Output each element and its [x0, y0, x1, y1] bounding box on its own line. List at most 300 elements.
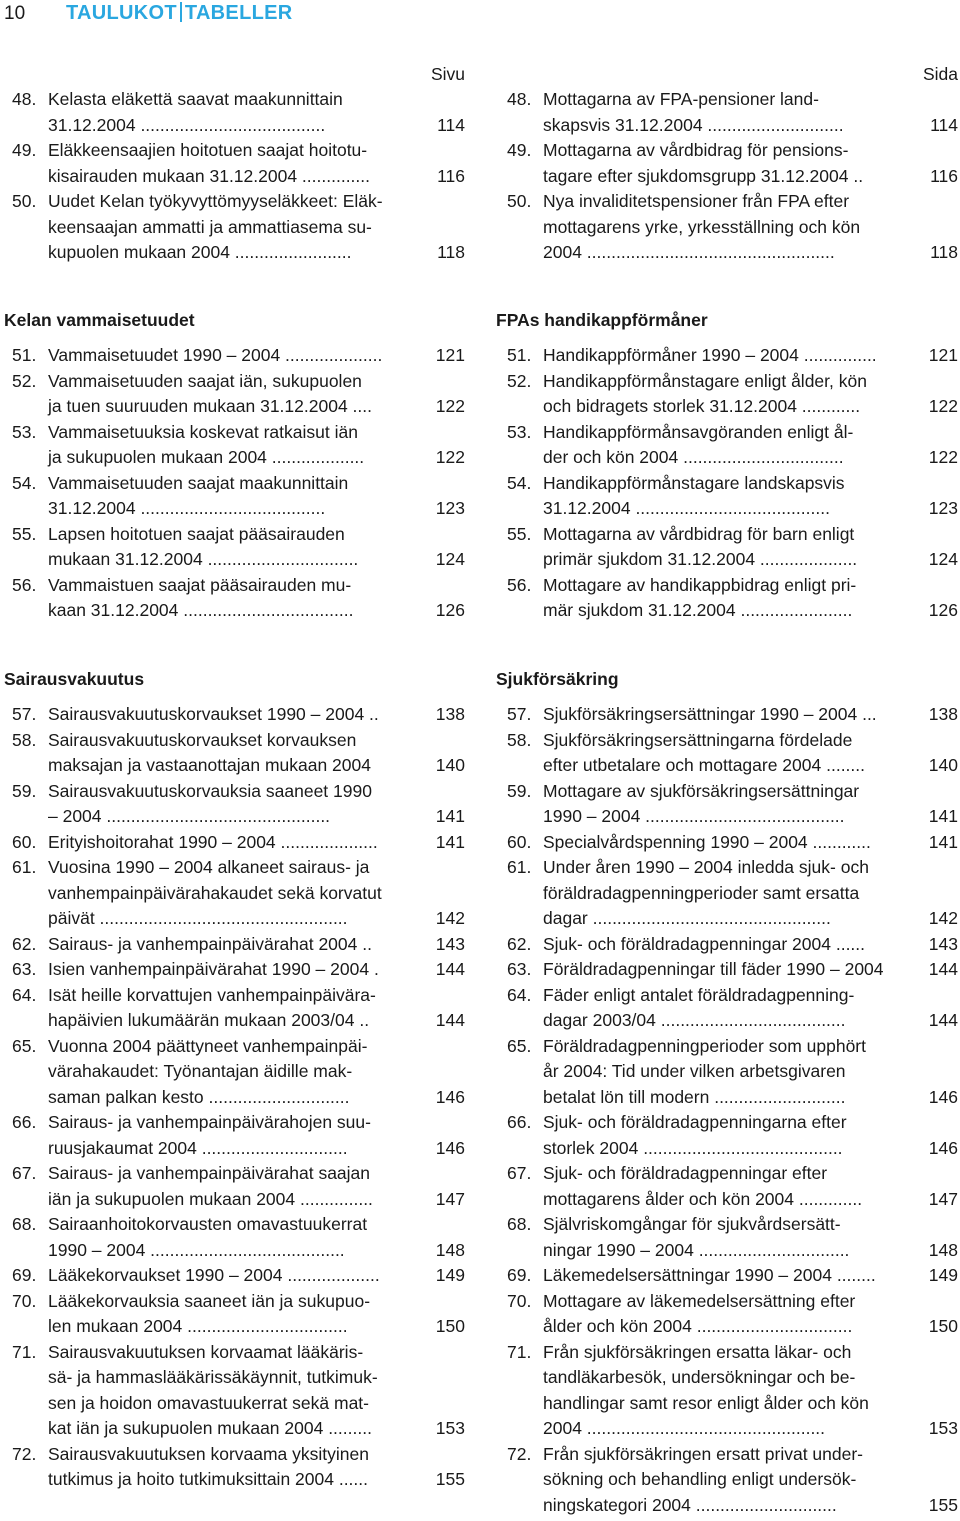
entry-title-line: Lääkekorvauksia saaneet iän ja sukupuo- — [48, 1290, 371, 1311]
entry-title-line: Mottagare av sjukförsäkringsersättningar — [543, 780, 860, 801]
entry-title-line: Eläkkeensaajien hoitotuen saajat hoitotu- — [48, 140, 368, 160]
entry-title — [543, 87, 926, 138]
entry-title-line: Handikappförmånsavgöranden enligt ål- — [543, 421, 854, 442]
entry-page-number: 121 — [435, 345, 465, 365]
entry-title-line: ålder och kön 2004 ................................ — [543, 1316, 853, 1336]
entry-number: 61. — [507, 857, 532, 877]
entry-title-line: handlingar samt resor enligt ålder och kön — [543, 1392, 869, 1413]
toc-entry — [507, 573, 958, 624]
entry-number: 54. — [12, 472, 37, 493]
entry-number: 51. — [12, 345, 37, 365]
entry-number: 65. — [12, 1035, 37, 1056]
entry-title-line: Sairausvakuutuskorvauksia saaneet 1990 — [48, 780, 372, 801]
entry-page-number: 147 — [928, 1188, 958, 1209]
entry-number: 67. — [507, 1163, 532, 1183]
entry-number: 55. — [507, 523, 532, 544]
toc-section — [4, 667, 465, 1493]
entry-number: 70. — [12, 1290, 37, 1311]
toc-section — [496, 308, 958, 624]
section-title: Sairausvakuutus — [4, 669, 145, 689]
entry-title-line: Under åren 1990 – 2004 inledda sjuk- och — [543, 857, 869, 877]
entry-title-line: dagar ................................................. — [543, 908, 831, 928]
entry-title-line: betalat lön till modern ........................... — [543, 1086, 846, 1107]
entry-page-number: 155 — [435, 1469, 465, 1489]
entry-title-line: 1990 – 2004 ........................................ — [48, 1239, 345, 1260]
entry-number: 57. — [507, 704, 532, 724]
entry-number: 61. — [12, 857, 37, 877]
entry-number: 51. — [507, 345, 532, 365]
toc-entry — [12, 830, 465, 856]
entry-page-number: 138 — [928, 704, 958, 724]
toc-entry — [507, 1340, 958, 1442]
section-title: FPAs handikappförmåner — [496, 310, 708, 330]
entry-title-line: Sairaanhoitokorvausten omavastuukerrat — [48, 1214, 368, 1234]
entry-title-line: Specialvårdspenning 1990 – 2004 ............ — [543, 831, 871, 852]
toc-entry — [12, 855, 465, 932]
entry-title — [543, 138, 926, 189]
entry-title — [543, 702, 926, 728]
toc-entry — [12, 471, 465, 522]
entry-title — [48, 471, 433, 522]
toc-entry — [507, 1034, 958, 1111]
entry-number: 60. — [12, 831, 37, 852]
entry-page-number: 142 — [928, 908, 958, 928]
entry-page-number: 146 — [928, 1086, 958, 1107]
toc-entry — [12, 1340, 465, 1442]
entry-number: 62. — [12, 933, 37, 954]
toc-entry — [12, 1263, 465, 1289]
entry-title-line: Sjuk- och föräldradagpenningar efter — [543, 1163, 828, 1183]
entry-title-line: Läkemedelsersättningar 1990 – 2004 ........ — [543, 1265, 876, 1285]
entry-number: 69. — [12, 1265, 37, 1285]
entry-number: 56. — [507, 574, 532, 595]
entry-page-number: 122 — [435, 396, 465, 416]
entry-title-line: tutkimus ja hoito tutkimuksittain 2004 ...... — [48, 1469, 369, 1489]
toc-entry — [12, 522, 465, 573]
entry-title-line: storlek 2004 ......................................... — [543, 1137, 843, 1158]
entry-title-line: Sairausvakuutuksen korvaama yksityinen — [48, 1443, 369, 1464]
toc-entry — [507, 1110, 958, 1161]
toc-entry — [12, 343, 465, 369]
entry-page-number: 150 — [435, 1316, 465, 1336]
entry-title-line: och bidragets storlek 31.12.2004 ............ — [543, 396, 861, 416]
entry-title — [48, 1110, 433, 1161]
entry-title — [543, 189, 926, 266]
entry-title — [48, 343, 433, 369]
entry-number: 65. — [507, 1035, 532, 1056]
entry-title-line: Mottagare av handikappbidrag enligt pri- — [543, 574, 857, 595]
entry-title-line: hapäivien lukumäärän mukaan 2003/04 .. — [48, 1010, 370, 1030]
entry-title-line: Föräldradagpenningar till fäder 1990 – 2004 — [543, 959, 884, 979]
entry-title-line: maksajan ja vastaanottajan mukaan 2004 — [48, 755, 371, 775]
entry-title — [48, 87, 433, 138]
toc-entry — [507, 1263, 958, 1289]
entry-page-number: 114 — [437, 114, 465, 135]
entry-title-line: ningskategori 2004 ............................. — [543, 1494, 837, 1515]
entry-title — [48, 855, 433, 932]
entry-number: 53. — [507, 421, 532, 442]
entry-number: 52. — [12, 370, 37, 391]
entry-title-line: kisairauden mukaan 31.12.2004 .............. — [48, 165, 370, 186]
entry-page-number: 155 — [928, 1494, 958, 1515]
entry-title — [48, 1161, 433, 1212]
entry-page-number: 124 — [435, 549, 465, 569]
toc-entry — [12, 369, 465, 420]
entry-number: 56. — [12, 574, 37, 595]
entry-title-line: dagar 2003/04 ...................................... — [543, 1010, 846, 1030]
entry-title — [48, 702, 433, 728]
page-column-label: Sivu — [430, 64, 465, 84]
entry-title — [48, 369, 433, 420]
entry-page-number: 141 — [435, 831, 465, 852]
entry-title — [543, 369, 926, 420]
entry-title-line: mottagarens ålder och kön 2004 ............. — [543, 1188, 863, 1209]
entry-title-line: ja sukupuolen mukaan 2004 ................... — [48, 447, 365, 467]
entry-number: 57. — [12, 704, 37, 724]
entry-title — [543, 957, 926, 983]
entry-title-line: Vuonna 2004 päättyneet vanhempainpäi- — [48, 1035, 368, 1056]
entry-title-line: föräldradagpenningperioder samt ersatta — [543, 882, 860, 903]
entry-title-line: år 2004: Tid under vilken arbetsgivaren — [543, 1061, 846, 1081]
entry-page-number: 118 — [437, 242, 465, 262]
entry-number: 66. — [507, 1112, 532, 1132]
entry-title-line: tandläkarbesök, undersökningar och be- — [543, 1367, 856, 1387]
entry-page-number: 146 — [435, 1137, 465, 1158]
entry-title-line: kat iän ja sukupuolen mukaan 2004 ......... — [48, 1418, 372, 1438]
entry-title-line: Handikappförmånstagare landskapsvis — [543, 472, 845, 493]
entry-page-number: 114 — [930, 114, 958, 135]
entry-page-number: 149 — [928, 1265, 958, 1285]
entry-page-number: 126 — [435, 600, 465, 620]
entry-title — [543, 855, 926, 932]
entry-number: 48. — [12, 89, 37, 109]
entry-title-line: Sairaus- ja vanhempainpäivärahojen suu- — [48, 1112, 371, 1132]
entry-title-line: Erityishoitorahat 1990 – 2004 .................... — [48, 831, 378, 852]
entry-title-line: Sairaus- ja vanhempainpäivärahat 2004 .. — [48, 933, 372, 954]
entry-title — [543, 728, 926, 779]
toc-entry — [12, 932, 465, 958]
entry-title-line: Sairausvakuutuskorvaukset 1990 – 2004 .. — [48, 704, 379, 724]
entry-title-line: Mottagarna av vårdbidrag för pensions- — [543, 140, 849, 160]
entry-page-number: 124 — [928, 549, 958, 569]
entry-title-line: len mukaan 2004 ................................. — [48, 1316, 348, 1336]
entry-number: 58. — [12, 729, 37, 750]
running-header — [0, 0, 960, 30]
entry-number: 67. — [12, 1163, 37, 1183]
entry-title — [543, 420, 926, 471]
entry-title-line: kaan 31.12.2004 ................................... — [48, 600, 354, 620]
entry-title-line: Vammaistuen saajat pääsairauden mu- — [48, 574, 352, 595]
entry-title-line: keensaajan ammatti ja ammattiasema su- — [48, 216, 372, 237]
entry-title-line: 31.12.2004 ...................................... — [48, 498, 326, 518]
entry-number: 59. — [507, 780, 532, 801]
entry-title — [48, 522, 433, 573]
entry-number: 71. — [507, 1341, 532, 1362]
entry-page-number: 122 — [928, 447, 958, 467]
toc-entry — [507, 420, 958, 471]
entry-title — [48, 420, 433, 471]
entry-title — [543, 1442, 926, 1519]
entry-title-line: Nya invaliditetspensioner från FPA efter — [543, 191, 850, 211]
entry-page-number: 116 — [930, 165, 958, 186]
entry-number: 59. — [12, 780, 37, 801]
entry-page-number: 153 — [928, 1418, 958, 1438]
toc-entry — [12, 420, 465, 471]
page-column-label: Sida — [922, 64, 958, 84]
entry-title — [543, 983, 926, 1034]
entry-page-number: 144 — [928, 959, 958, 979]
running-title — [66, 2, 292, 25]
entry-title-line: kupuolen mukaan 2004 ........................ — [48, 242, 352, 262]
entry-title-line: päivät ................................................... — [48, 908, 348, 928]
entry-title-line: ja tuen suuruuden mukaan 31.12.2004 .... — [48, 396, 372, 416]
entry-number: 72. — [507, 1443, 532, 1464]
entry-title-line: 1990 – 2004 ......................................... — [543, 806, 845, 826]
entry-title-line: Mottagare av läkemedelsersättning efter — [543, 1290, 856, 1311]
entry-number: 64. — [12, 984, 37, 1005]
entry-title — [48, 932, 433, 958]
entry-title-line: 2004 ................................................... — [543, 242, 835, 262]
page-number: 10 — [4, 3, 26, 24]
toc-section — [496, 667, 958, 1518]
entry-title-line: Uudet Kelan työkyvyttömyyseläkkeet: Eläk- — [48, 191, 383, 211]
entry-page-number: 122 — [435, 447, 465, 467]
entry-title — [543, 1289, 926, 1340]
entry-title-line: Vammaisetuuden saajat iän, sukupuolen — [48, 370, 362, 391]
toc-entry — [12, 1161, 465, 1212]
entry-number: 53. — [12, 421, 37, 442]
toc-section — [4, 308, 465, 624]
entry-page-number: 141 — [928, 831, 958, 852]
entry-number: 64. — [507, 984, 532, 1005]
title-divider — [180, 2, 182, 22]
entry-title-line: Sjuk- och föräldradagpenningarna efter — [543, 1112, 847, 1132]
entry-title — [48, 830, 433, 856]
entry-title-line: sökning och behandling enligt undersök- — [543, 1469, 857, 1489]
entry-title — [543, 1110, 926, 1161]
entry-title — [543, 1161, 926, 1212]
toc-entry — [507, 1212, 958, 1263]
entry-title-line: värahakaudet: Työnantajan äidille mak- — [48, 1061, 353, 1081]
entry-title-line: mottagarens yrke, yrkesställning och kön — [543, 216, 861, 237]
entry-number: 66. — [12, 1112, 37, 1132]
entry-title — [48, 1212, 433, 1263]
entry-title-line: Handikappförmånstagare enligt ålder, kön — [543, 370, 867, 391]
entry-title-line: Fäder enligt antalet föräldradagpenning- — [543, 984, 855, 1005]
entry-page-number: 140 — [928, 755, 958, 775]
entry-page-number: 149 — [435, 1265, 465, 1285]
entry-title — [543, 573, 926, 624]
entry-title — [543, 1340, 926, 1442]
entry-page-number: 150 — [928, 1316, 958, 1336]
title-finnish: TAULUKOT — [66, 2, 177, 24]
entry-title — [543, 522, 926, 573]
entry-title-line: Isät heille korvattujen vanhempainpäivära- — [48, 984, 376, 1005]
entry-title-line: skapsvis 31.12.2004 ............................ — [543, 114, 844, 135]
toc-entry — [507, 932, 958, 958]
toc-entry — [507, 522, 958, 573]
entry-title-line: sä- ja hammaslääkärissäkäynnit, tutkimuk- — [48, 1367, 378, 1387]
entry-title — [543, 343, 926, 369]
entry-number: 50. — [12, 191, 37, 211]
toc-section — [507, 62, 958, 266]
entry-title-line: mukaan 31.12.2004 ............................... — [48, 549, 359, 569]
entry-page-number: 141 — [435, 806, 465, 826]
entry-title-line: Vuosina 1990 – 2004 alkaneet sairaus- ja — [48, 857, 370, 877]
toc-entry — [507, 855, 958, 932]
toc-entry — [507, 471, 958, 522]
toc-entry — [507, 1442, 958, 1519]
entry-title — [543, 830, 926, 856]
toc-entry — [507, 728, 958, 779]
toc-entry — [12, 957, 465, 983]
entry-title-line: mär sjukdom 31.12.2004 ....................... — [543, 600, 853, 620]
entry-title-line: Från sjukförsäkringen ersatt privat under- — [543, 1443, 863, 1464]
entry-title-line: Sjuk- och föräldradagpenningar 2004 ...... — [543, 933, 866, 954]
entry-title-line: Sairausvakuutuksen korvaamat lääkäris- — [48, 1341, 364, 1362]
entry-number: 68. — [507, 1214, 532, 1234]
entry-title-line: 31.12.2004 ........................................ — [543, 498, 830, 518]
entry-page-number: 148 — [928, 1239, 958, 1260]
entry-title-line: vanhempainpäivärahakaudet sekä korvatut — [48, 882, 382, 903]
entry-page-number: 143 — [928, 933, 958, 954]
entry-page-number: 138 — [435, 704, 465, 724]
toc-entry — [12, 138, 465, 189]
entry-title-line: Sairausvakuutuskorvaukset korvauksen — [48, 729, 357, 750]
entry-title-line: Handikappförmåner 1990 – 2004 ............... — [543, 345, 877, 365]
toc-entry — [507, 779, 958, 830]
entry-title — [48, 138, 433, 189]
entry-page-number: 148 — [435, 1239, 465, 1260]
entry-title-line: Lääkekorvaukset 1990 – 2004 ................... — [48, 1265, 380, 1285]
entry-number: 70. — [507, 1290, 532, 1311]
entry-title-line: Föräldradagpenningperioder som upphört — [543, 1035, 866, 1056]
toc-entry — [12, 1212, 465, 1263]
entry-number: 49. — [507, 140, 532, 160]
entry-title-line: primär sjukdom 31.12.2004 .................... — [543, 549, 858, 569]
toc-entry — [507, 830, 958, 856]
entry-number: 72. — [12, 1443, 37, 1464]
entry-title-line: Kelasta eläkettä saavat maakunnittain — [48, 89, 343, 109]
entry-title-line: Lapsen hoitotuen saajat pääsairauden — [48, 523, 345, 544]
toc-entry — [12, 1289, 465, 1340]
entry-title — [48, 779, 433, 830]
entry-title — [48, 1340, 433, 1442]
entry-title — [48, 983, 433, 1034]
entry-number: 68. — [12, 1214, 37, 1234]
entry-title-line: sen ja hoidon omavastuukerrat sekä mat- — [48, 1392, 369, 1413]
toc-entry — [507, 87, 958, 138]
entry-number: 55. — [12, 523, 37, 544]
entry-title — [48, 957, 433, 983]
entry-title — [543, 1212, 926, 1263]
toc-entry — [12, 87, 465, 138]
entry-page-number: 116 — [437, 165, 465, 186]
entry-number: 52. — [507, 370, 532, 391]
section-title: Kelan vammaisetuudet — [4, 310, 195, 330]
entry-title — [48, 1263, 433, 1289]
toc-entry — [12, 1110, 465, 1161]
entry-title-line: 2004 ................................................. — [543, 1418, 826, 1438]
entry-title — [48, 1442, 433, 1493]
entry-title — [48, 1289, 433, 1340]
entry-page-number: 126 — [928, 600, 958, 620]
entry-number: 62. — [507, 933, 532, 954]
entry-page-number: 142 — [435, 908, 465, 928]
entry-page-number: 118 — [930, 242, 958, 262]
entry-page-number: 141 — [928, 806, 958, 826]
entry-title-line: saman palkan kesto ............................. — [48, 1086, 350, 1107]
entry-title-line: efter utbetalare och mottagare 2004 ........ — [543, 755, 865, 775]
entry-page-number: 146 — [435, 1086, 465, 1107]
entry-number: 50. — [507, 191, 532, 211]
toc-entry — [507, 1161, 958, 1212]
entry-title — [48, 728, 433, 779]
entry-title — [48, 573, 433, 624]
entry-title — [543, 779, 926, 830]
entry-title-line: Mottagarna av FPA-pensioner land- — [543, 89, 819, 109]
toc-entry — [507, 957, 958, 983]
entry-page-number: 147 — [435, 1188, 465, 1209]
entry-number: 63. — [12, 959, 37, 979]
entry-title-line: Mottagarna av vårdbidrag för barn enligt — [543, 523, 855, 544]
toc-entry — [507, 189, 958, 266]
entry-title — [543, 1263, 926, 1289]
toc-entry — [507, 369, 958, 420]
entry-page-number: 144 — [928, 1010, 958, 1030]
toc-entry — [12, 702, 465, 728]
entry-number: 63. — [507, 959, 532, 979]
entry-number: 58. — [507, 729, 532, 750]
entry-number: 60. — [507, 831, 532, 852]
entry-title-line: Självriskomgångar för sjukvårdsersätt- — [543, 1214, 841, 1234]
entry-title-line: – 2004 .............................................. — [48, 806, 331, 826]
entry-title-line: 31.12.2004 ...................................... — [48, 114, 326, 135]
entry-page-number: 146 — [928, 1137, 958, 1158]
entry-page-number: 140 — [435, 755, 465, 775]
entry-number: 49. — [12, 140, 37, 160]
entry-page-number: 144 — [435, 959, 465, 979]
entry-page-number: 143 — [435, 933, 465, 954]
entry-title-line: Sjukförsäkringsersättningarna fördelade — [543, 729, 853, 750]
entry-title — [543, 932, 926, 958]
toc-entry — [12, 983, 465, 1034]
entry-title-line: ningar 1990 – 2004 ............................... — [543, 1239, 850, 1260]
section-title: Sjukförsäkring — [496, 669, 619, 689]
entry-title — [543, 471, 926, 522]
entry-title-line: Från sjukförsäkringen ersatta läkar- och — [543, 1341, 852, 1362]
entry-title-line: ruusjakaumat 2004 .............................. — [48, 1137, 348, 1158]
entry-page-number: 144 — [435, 1010, 465, 1030]
toc-entry — [507, 138, 958, 189]
entry-page-number: 153 — [435, 1418, 465, 1438]
entry-title-line: Sjukförsäkringsersättningar 1990 – 2004 ... — [543, 704, 877, 724]
entry-title — [48, 189, 433, 266]
entry-title-line: der och kön 2004 ................................. — [543, 447, 844, 467]
entry-number: 71. — [12, 1341, 37, 1362]
entry-title-line: iän ja sukupuolen mukaan 2004 ............... — [48, 1188, 373, 1209]
entry-title — [48, 1034, 433, 1111]
entry-title-line: tagare efter sjukdomsgrupp 31.12.2004 .. — [543, 165, 864, 186]
entry-number: 54. — [507, 472, 532, 493]
toc-entry — [507, 343, 958, 369]
entry-number: 48. — [507, 89, 532, 109]
toc-entry — [12, 728, 465, 779]
entry-title-line: Vammaisetuuksia koskevat ratkaisut iän — [48, 421, 358, 442]
entry-page-number: 122 — [928, 396, 958, 416]
toc-entry — [12, 573, 465, 624]
entry-page-number: 123 — [928, 498, 958, 518]
